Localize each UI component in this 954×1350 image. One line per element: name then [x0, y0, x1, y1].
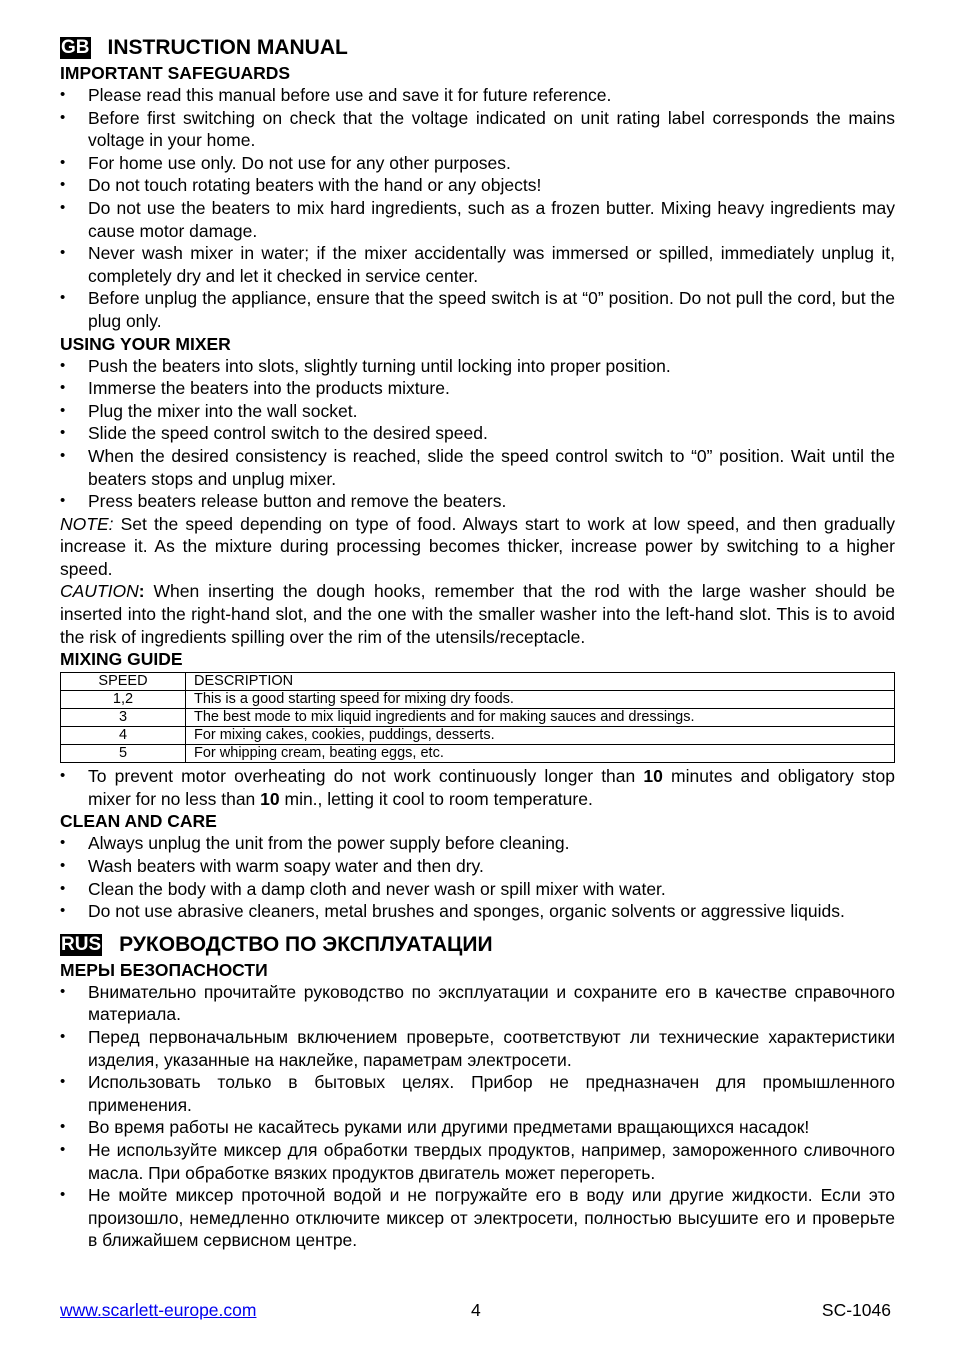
gb-safeguards-heading: IMPORTANT SAFEGUARDS: [60, 63, 291, 83]
list-item: • Before unplug the appliance, ensure that the speed switch is at “0” position. Do not pull the cord, but the plug only.: [60, 287, 895, 332]
list-item: • Push the beaters into slots, slightly turning until locking into proper position.: [60, 355, 895, 378]
list-item: • Please read this manual before use and save it for future reference.: [60, 84, 895, 107]
list-item: • Immerse the beaters into the products mixture.: [60, 377, 895, 400]
page-footer: [60, 1300, 891, 1322]
gb-mixing-heading: MIXING GUIDE: [60, 649, 183, 670]
table-row: [61, 709, 895, 727]
gb-overheat-list: [60, 765, 895, 810]
rus-safeguards-heading: МЕРЫ БЕЗОПАСНОСТИ: [60, 959, 268, 980]
note-text: Set the speed depending on type of food. Always start to work at low speed, and then gradually increase it. As the mixture during processing becomes thicker, increase power by switching to a higher speed.: [60, 513, 895, 579]
list-item: • Использовать только в бытовых целях. Прибор не предназначен для промышленного применения.: [60, 1071, 895, 1116]
list-item: • Do not use abrasive cleaners, metal brushes and sponges, organic solvents or aggressive liquids.: [60, 900, 895, 923]
list-item: • Внимательно прочитайте руководство по эксплуатации и сохраните его в качестве справочного материала.: [60, 981, 895, 1026]
model-number: SC-1046: [821, 1300, 891, 1320]
page-number: 4: [471, 1300, 481, 1320]
gb-caution: [60, 580, 895, 648]
gb-title: INSTRUCTION MANUAL: [107, 36, 348, 59]
list-item: • Do not use the beaters to mix hard ingredients, such as a frozen butter. Mixing heavy ingredients may cause motor damage.: [60, 197, 895, 242]
list-item: • Во время работы не касайтесь руками или другими предметами вращающихся насадок!: [60, 1116, 895, 1139]
list-item: • Never wash mixer in water; if the mixer accidentally was immersed or spilled, immediately unplug it, completely dry and let it checked in service center.: [60, 242, 895, 287]
cooldown-minutes: 10: [260, 788, 280, 809]
list-item: • Plug the mixer into the wall socket.: [60, 400, 895, 423]
table-header-speed: SPEED: [61, 673, 186, 691]
overheat-text-a: To prevent motor overheating do not work continuously longer than: [88, 766, 644, 787]
table-header-row: [61, 673, 895, 691]
description-cell: This is a good starting speed for mixing dry foods.: [186, 691, 895, 709]
speed-cell: 5: [61, 745, 186, 763]
mixing-guide-table: [60, 672, 895, 763]
list-item: • Clean the body with a damp cloth and never wash or spill mixer with water.: [60, 878, 895, 901]
list-item: • Перед первоначальным включением проверьте, соответствуют ли технические характеристики изделия, указанные на наклейке, параметрам электросети.: [60, 1026, 895, 1071]
overheat-text-c: min., letting it cool to room temperature.: [279, 788, 593, 809]
list-item: • Wash beaters with warm soapy water and then dry.: [60, 855, 895, 878]
description-cell: For mixing cakes, cookies, puddings, desserts.: [186, 727, 895, 745]
list-item: • Не используйте миксер для обработки твердых продуктов, например, замороженного сливочного масла. При обработке вязких продуктов двигатель может перегореть.: [60, 1139, 895, 1184]
list-item: • Press beaters release button and remove the beaters.: [60, 490, 895, 513]
list-item: • Always unplug the unit from the power supply before cleaning.: [60, 832, 895, 855]
list-item: • Do not touch rotating beaters with the hand or any objects!: [60, 174, 895, 197]
rus-title: РУКОВОДСТВО ПО ЭКСПЛУАТАЦИИ: [119, 932, 493, 956]
speed-cell: 1,2: [61, 691, 186, 709]
gb-section-title: [60, 34, 895, 62]
list-item: • When the desired consistency is reached, slide the speed control switch to “0” position. Wait until the beaters stops and unplug mixer.: [60, 445, 895, 490]
description-cell: For whipping cream, beating eggs, etc.: [186, 745, 895, 763]
gb-safeguards-list: [60, 84, 895, 333]
overheat-text-b: minutes and obligatory stop mixer for no less than: [88, 766, 895, 809]
gb-language-tag: GB: [61, 37, 90, 58]
speed-cell: 4: [61, 727, 186, 745]
gb-note: [60, 513, 895, 581]
overheat-minutes: 10: [643, 766, 663, 787]
gb-clean-list: [60, 832, 895, 922]
table-row: [61, 727, 895, 745]
list-item: • For home use only. Do not use for any other purposes.: [60, 152, 895, 175]
caution-colon: :: [138, 581, 145, 602]
list-item: • Slide the speed control switch to the desired speed.: [60, 422, 895, 445]
rus-section-title: [60, 931, 895, 959]
gb-using-list: [60, 355, 895, 513]
note-label: NOTE:: [60, 513, 114, 534]
gb-using-heading: USING YOUR MIXER: [60, 333, 231, 354]
rus-safeguards-list: [60, 981, 895, 1252]
caution-label: CAUTION: [60, 581, 139, 602]
table-row: [61, 691, 895, 709]
rus-language-tag: RUS: [61, 933, 102, 955]
manual-page: [60, 34, 895, 1252]
caution-text: When inserting the dough hooks, remember that the rod with the large washer should be inserted into the right-hand slot, and the one with the smaller washer into the left-hand slot. This is to avoid the risk of ingredients spilling over the rim of the utensils/receptacle.: [60, 581, 895, 647]
table-row: [61, 745, 895, 763]
website-link[interactable]: www.scarlett-europe.com: [60, 1300, 257, 1320]
table-header-description: DESCRIPTION: [186, 673, 895, 691]
speed-cell: 3: [61, 709, 186, 727]
description-cell: The best mode to mix liquid ingredients and for making sauces and dressings.: [186, 709, 895, 727]
list-item: • Не мойте миксер проточной водой и не погружайте его в воду или другие жидкости. Если это произошло, немедленно отключите миксер от электросети, полностью высушите его и проверьте в ближайшем сервисном центре.: [60, 1184, 895, 1252]
list-item: • Before first switching on check that the voltage indicated on unit rating label corresponds the mains voltage in your home.: [60, 107, 895, 152]
gb-clean-heading: CLEAN AND CARE: [60, 811, 217, 832]
list-item: [60, 765, 895, 810]
